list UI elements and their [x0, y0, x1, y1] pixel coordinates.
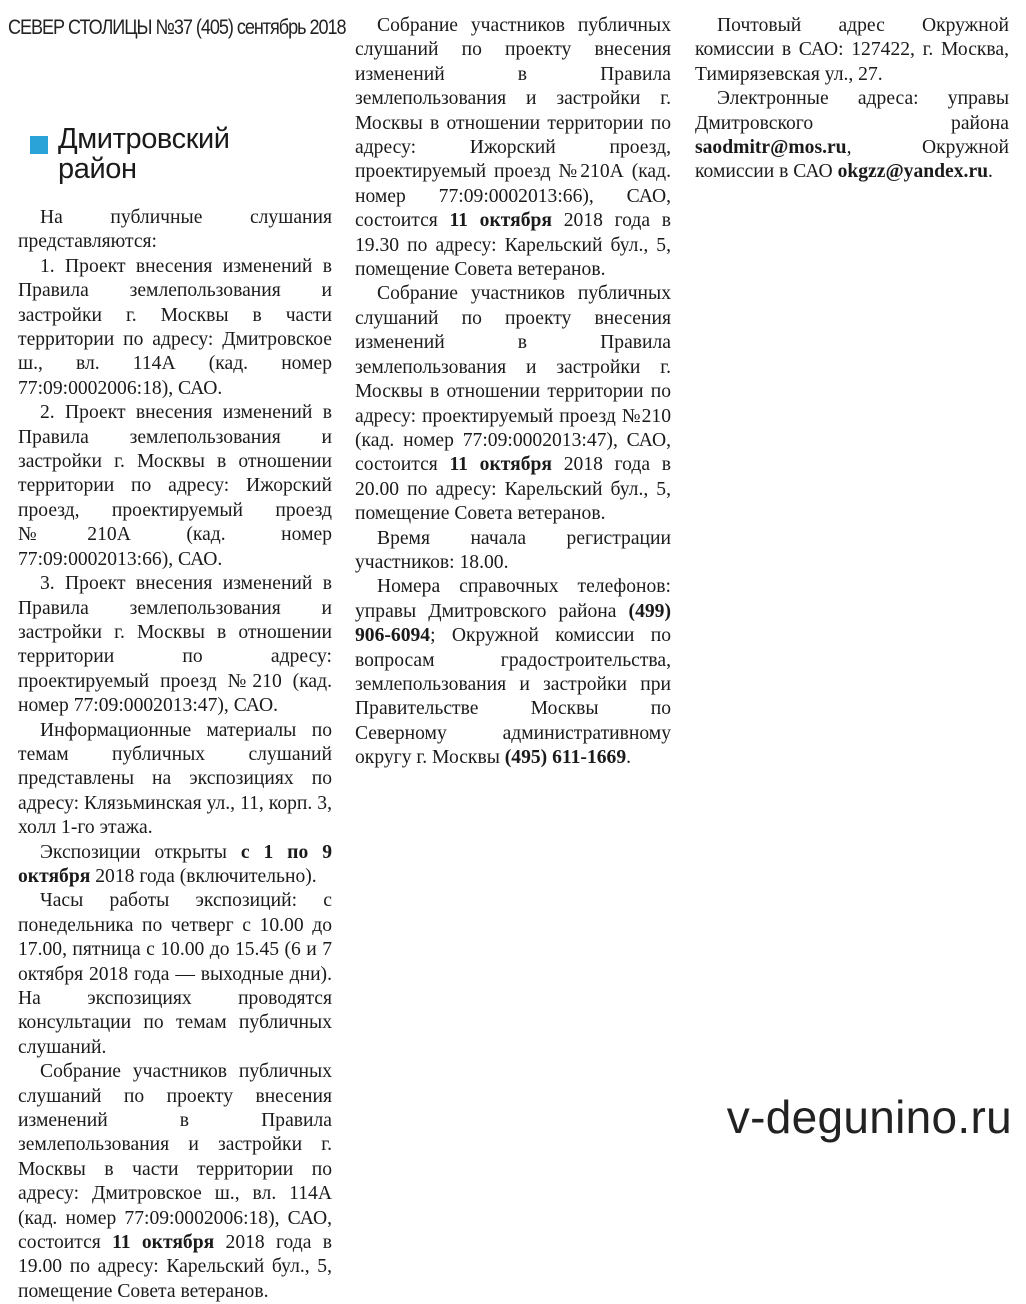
hours-paragraph: Часы работы экспозиций: с понедельника по четверг с 10.00 до 17.00, пятница с 10.00 до 15.45 (6 и 7 октября 2018 года — выходные дни). На экспозициях проводятся консультации по темам публичных слушаний. [18, 890, 332, 1058]
project-item-2: 2. Проект внесения изменений в Правила землепользования и застройки г. Москвы в отношении территории по адресу: Ижорский проезд, проектируемый проезд №210А (кад. номер 77:09:0002013:66), САО. [18, 402, 332, 570]
project-item-1: 1. Проект внесения изменений в Правила землепользования и застройки г. Москвы в части территории по адресу: Дмитровское ш., вл. 114А (кад. номер 77:09:0002006:18), САО. [18, 255, 332, 399]
meeting-1-paragraph: Собрание участников публичных слушаний по проекту внесения изменений в Правила землепользования и застройки г. Москвы в части территории по адресу: Дмитровское ш., вл. 114А (кад. номер 77:09:0002006:18), САО, состоится 11 октября 2018 года в 19.00 по адресу: Карельский бул., 5, помещение Совета ветеранов. [18, 1061, 332, 1302]
email-link-commission[interactable]: okgzz@yandex.ru [837, 161, 989, 183]
title-line-2: район [58, 153, 137, 185]
phones-paragraph: Номера справочных телефонов: управы Дмитровского района (499) 906-6094; Окружной комиссии по вопросам градостроительства, землепользования и застройки при Правительстве Москвы по Северному административному округу г. Москвы (495) 611-1669. [355, 576, 671, 769]
meeting-2-paragraph: Собрание участников публичных слушаний по проекту внесения изменений в Правила землепользования и застройки г. Москвы в отношении территории по адресу: Ижорский проезд, проектируемый проезд №210А (кад. номер 77:09:0002013:66), САО, состоится 11 октября 2018 года в 19.30 по адресу: Карельский бул., 5, помещение Совета ветеранов. [355, 15, 671, 281]
email-link-uprava[interactable]: saodmitr@mos.ru [695, 137, 847, 159]
article-headline [30, 124, 332, 184]
meeting-3-paragraph: Собрание участников публичных слушаний по проекту внесения изменений в Правила землепользования и застройки г. Москвы в отношении территории по адресу: проектируемый проезд №210 (кад. номер 77:09:0002013:47), САО, состоится 11 октября 2018 года в 20.00 по адресу: Карельский бул., 5, помещение Совета ветеранов. [355, 283, 671, 525]
intro-paragraph: На публичные слушания представляются: [18, 207, 332, 253]
emails-paragraph: Электронные адреса: управы Дмитровского района saodmitr@mos.ru, Окружной комиссии в САО okgzz@yandex.ru. [695, 88, 1009, 183]
watermark: v-degunino.ru [726, 1091, 1012, 1143]
title-line-1: Дмитровский [58, 123, 230, 155]
postal-address-paragraph: Почтовый адрес Окружной комиссии в САО: 127422, г. Москва, Тимирязевская ул., 27. [695, 15, 1009, 85]
section-marker-icon [30, 136, 48, 154]
column-3 [695, 14, 1009, 185]
column-1 [8, 14, 346, 1304]
column-2 [355, 14, 671, 771]
info-paragraph: Информационные материалы по темам публичных слушаний представлены на экспозициях по адресу: Клязьминская ул., 11, корп. 3, холл 1-го этажа. [18, 719, 332, 839]
open-dates-paragraph: Экспозиции открыты с 1 по 9 октября 2018 года (включительно). [18, 841, 332, 887]
article-title [58, 124, 230, 184]
project-item-3: 3. Проект внесения изменений в Правила землепользования и застройки г. Москвы в отношении территории по адресу: проектируемый проезд №210 (кад. номер 77:09:0002013:47), САО. [18, 573, 332, 717]
registration-paragraph: Время начала регистрации участников: 18.00. [355, 527, 671, 573]
masthead: СЕВЕР СТОЛИЦЫ №37 (405) сентябрь 2018 [8, 16, 346, 39]
